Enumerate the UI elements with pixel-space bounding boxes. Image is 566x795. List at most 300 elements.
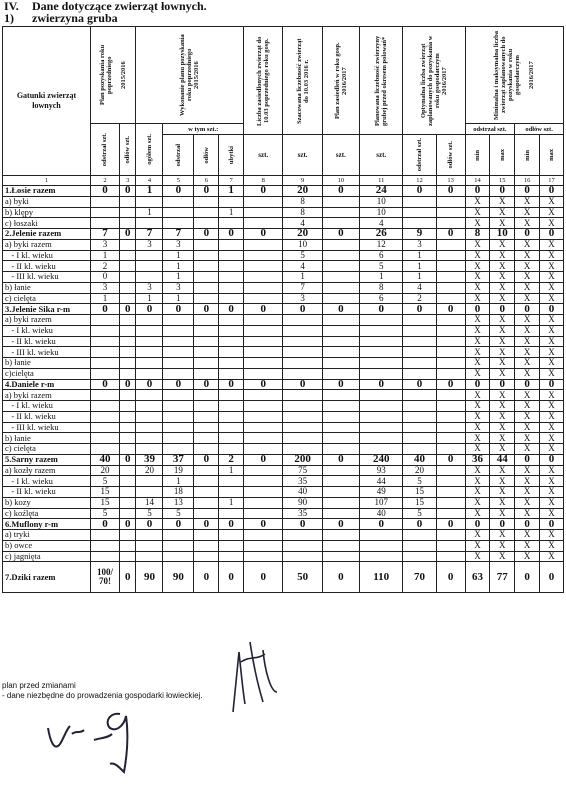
table-cell <box>283 530 322 541</box>
table-cell <box>219 476 244 487</box>
table-cell <box>436 358 465 369</box>
column-number: 13 <box>436 176 465 186</box>
plan-prev-header: Plan pozyskania roku poprzedniego 2015/2016 <box>90 27 136 124</box>
table-cell: 0 <box>515 229 540 240</box>
table-cell <box>283 551 322 562</box>
odlow-sub-header: odłów <box>194 135 219 176</box>
table-cell: 37 <box>163 454 194 465</box>
row-label: a) byki <box>3 196 91 207</box>
table-cell <box>136 347 163 358</box>
table-cell <box>322 508 359 519</box>
table-cell <box>90 530 119 541</box>
table-cell <box>360 444 403 455</box>
table-cell: 0 <box>119 186 136 197</box>
table-row <box>3 229 564 240</box>
table-cell: 20 <box>283 229 322 240</box>
table-cell: X <box>465 336 490 347</box>
odstrzal-header: odstrzał szt. <box>90 124 119 176</box>
table-cell <box>244 390 283 401</box>
table-cell: 90 <box>136 562 163 593</box>
table-cell: X <box>540 358 564 369</box>
table-cell: 1 <box>90 293 119 304</box>
table-cell: 40 <box>283 487 322 498</box>
table-cell: X <box>490 433 515 444</box>
column-number: 2 <box>90 176 119 186</box>
table-cell: 5 <box>90 508 119 519</box>
table-cell <box>194 315 219 326</box>
table-cell: X <box>540 444 564 455</box>
table-cell <box>163 422 194 433</box>
table-row <box>3 562 564 593</box>
table-cell <box>136 540 163 551</box>
table-row <box>3 207 564 218</box>
table-cell <box>403 315 436 326</box>
table-cell: X <box>490 444 515 455</box>
table-cell: 0 <box>119 379 136 390</box>
table-cell <box>360 390 403 401</box>
table-cell <box>403 325 436 336</box>
table-cell: 0 <box>515 454 540 465</box>
table-cell: 0 <box>515 519 540 530</box>
row-label: c) cielęta <box>3 293 91 304</box>
table-cell: X <box>515 497 540 508</box>
table-cell <box>322 347 359 358</box>
table-cell: 0 <box>322 229 359 240</box>
table-cell: 0 <box>515 304 540 315</box>
table-cell <box>194 239 219 250</box>
row-label: b) kozy <box>3 497 91 508</box>
table-cell <box>219 401 244 412</box>
table-cell: 0 <box>490 519 515 530</box>
table-cell <box>360 336 403 347</box>
table-cell: X <box>540 422 564 433</box>
table-cell <box>119 551 136 562</box>
table-cell: X <box>490 196 515 207</box>
table-cell: 1 <box>163 272 194 283</box>
table-cell <box>283 390 322 401</box>
table-cell: X <box>515 358 540 369</box>
table-cell: X <box>465 411 490 422</box>
table-cell <box>322 390 359 401</box>
table-cell: X <box>465 368 490 379</box>
column-number: 7 <box>219 176 244 186</box>
table-cell <box>194 347 219 358</box>
table-cell: 2 <box>403 293 436 304</box>
table-cell: X <box>540 476 564 487</box>
table-cell: 20 <box>283 186 322 197</box>
table-cell <box>90 207 119 218</box>
row-label: 7.Dziki razem <box>3 562 91 593</box>
table-cell <box>244 411 283 422</box>
table-cell <box>322 282 359 293</box>
table-cell <box>219 293 244 304</box>
table-cell: 1 <box>403 261 436 272</box>
table-cell: X <box>540 315 564 326</box>
table-cell <box>219 218 244 229</box>
table-cell <box>119 433 136 444</box>
table-cell: 3 <box>163 282 194 293</box>
table-row <box>3 218 564 229</box>
table-cell: 0 <box>194 562 219 593</box>
table-row <box>3 433 564 444</box>
table-cell: 10 <box>283 239 322 250</box>
table-cell <box>90 540 119 551</box>
table-cell <box>244 239 283 250</box>
table-cell: 0 <box>322 454 359 465</box>
table-row <box>3 250 564 261</box>
table-cell <box>436 444 465 455</box>
table-cell: 44 <box>490 454 515 465</box>
table-cell <box>194 336 219 347</box>
table-cell <box>436 293 465 304</box>
table-cell: X <box>540 540 564 551</box>
table-cell <box>244 358 283 369</box>
column-number: 11 <box>360 176 403 186</box>
table-cell: X <box>540 530 564 541</box>
table-cell <box>244 508 283 519</box>
table-cell <box>119 497 136 508</box>
table-cell: X <box>490 207 515 218</box>
table-cell: 0 <box>194 186 219 197</box>
table-row <box>3 487 564 498</box>
table-cell <box>219 239 244 250</box>
signature-mark-2 <box>40 700 150 780</box>
table-cell <box>322 358 359 369</box>
table-row <box>3 186 564 197</box>
table-cell: 0 <box>540 229 564 240</box>
table-cell: X <box>515 293 540 304</box>
table-cell <box>360 358 403 369</box>
table-cell: X <box>515 336 540 347</box>
table-cell <box>244 497 283 508</box>
table-cell <box>436 551 465 562</box>
table-cell: 5 <box>163 508 194 519</box>
table-cell: 1 <box>136 207 163 218</box>
table-cell: 0 <box>465 304 490 315</box>
table-cell <box>436 239 465 250</box>
table-cell: 2 <box>219 454 244 465</box>
table-cell <box>244 261 283 272</box>
table-cell <box>436 411 465 422</box>
table-cell: 7 <box>283 282 322 293</box>
row-label: b) łanie <box>3 282 91 293</box>
column-number: 9 <box>283 176 322 186</box>
table-row <box>3 422 564 433</box>
table-cell <box>163 325 194 336</box>
table-cell <box>283 411 322 422</box>
table-cell: 3 <box>90 282 119 293</box>
table-cell <box>436 218 465 229</box>
table-cell <box>163 218 194 229</box>
table-cell <box>119 196 136 207</box>
table-cell: 0 <box>244 186 283 197</box>
table-cell <box>244 530 283 541</box>
table-cell: 0 <box>360 519 403 530</box>
section-number: IV. <box>4 0 19 13</box>
table-cell <box>119 315 136 326</box>
table-cell <box>194 196 219 207</box>
table-cell: 0 <box>194 229 219 240</box>
row-label: 5.Sarny razem <box>3 454 91 465</box>
szt-header-10: szt. <box>322 135 359 176</box>
table-cell: 3 <box>136 239 163 250</box>
table-cell <box>403 207 436 218</box>
table-cell <box>136 325 163 336</box>
table-cell <box>283 336 322 347</box>
table-cell <box>360 433 403 444</box>
table-cell: 0 <box>219 229 244 240</box>
table-cell <box>283 347 322 358</box>
table-cell: 35 <box>283 508 322 519</box>
table-cell: X <box>515 282 540 293</box>
table-cell <box>194 465 219 476</box>
table-cell <box>219 508 244 519</box>
table-cell: X <box>540 411 564 422</box>
table-cell <box>119 239 136 250</box>
table-cell: 0 <box>219 379 244 390</box>
table-cell <box>360 368 403 379</box>
column-number: 15 <box>490 176 515 186</box>
table-cell: X <box>465 530 490 541</box>
table-cell <box>194 487 219 498</box>
table-cell <box>136 433 163 444</box>
table-cell <box>219 358 244 369</box>
table-cell <box>436 487 465 498</box>
table-cell: X <box>465 315 490 326</box>
table-cell <box>90 325 119 336</box>
table-cell: X <box>515 239 540 250</box>
table-cell: X <box>490 325 515 336</box>
table-cell: X <box>490 315 515 326</box>
table-cell <box>163 315 194 326</box>
table-cell: 3 <box>90 239 119 250</box>
table-cell <box>194 368 219 379</box>
table-cell <box>219 444 244 455</box>
table-cell <box>436 540 465 551</box>
table-cell: X <box>490 530 515 541</box>
table-cell: X <box>515 347 540 358</box>
row-label: c)cielęta <box>3 368 91 379</box>
table-cell: 7 <box>90 229 119 240</box>
table-cell: 0 <box>360 379 403 390</box>
table-row <box>3 411 564 422</box>
footnote-plan: plan przed zmianami <box>2 681 76 690</box>
row-label: 1.Łosie razem <box>3 186 91 197</box>
table-cell <box>322 487 359 498</box>
table-cell: 0 <box>515 562 540 593</box>
min-header-2: min <box>515 135 540 176</box>
table-cell <box>436 422 465 433</box>
table-cell <box>403 368 436 379</box>
table-cell: 7 <box>136 229 163 240</box>
table-cell <box>90 551 119 562</box>
table-row <box>3 272 564 283</box>
table-cell: 0 <box>219 562 244 593</box>
table-cell: 0 <box>436 562 465 593</box>
table-cell: 0 <box>403 519 436 530</box>
table-cell <box>244 293 283 304</box>
ubytki-header: ubytki <box>219 135 244 176</box>
table-cell <box>194 476 219 487</box>
table-cell: 0 <box>90 304 119 315</box>
signature-mark-1 <box>205 632 285 722</box>
planned-count-header: Planowana liczebność zwierzyny grubej przed okresem polowań* <box>360 27 403 135</box>
table-cell: X <box>540 261 564 272</box>
table-cell: 3 <box>163 239 194 250</box>
table-cell <box>219 530 244 541</box>
game-animals-table <box>2 26 564 593</box>
table-cell <box>163 207 194 218</box>
row-label: c) koźlęta <box>3 508 91 519</box>
table-cell: X <box>465 444 490 455</box>
table-cell: X <box>540 207 564 218</box>
table-cell <box>244 433 283 444</box>
table-cell <box>119 401 136 412</box>
table-cell: 0 <box>90 519 119 530</box>
table-cell <box>322 336 359 347</box>
table-cell <box>119 540 136 551</box>
table-cell <box>119 487 136 498</box>
table-cell <box>360 530 403 541</box>
table-cell: 3 <box>283 293 322 304</box>
table-cell <box>436 347 465 358</box>
column-number: 3 <box>119 176 136 186</box>
table-cell <box>90 444 119 455</box>
row-label: - I kl. wieku <box>3 476 91 487</box>
table-row <box>3 282 564 293</box>
table-cell <box>436 250 465 261</box>
table-cell: 1 <box>136 186 163 197</box>
table-cell <box>322 261 359 272</box>
table-cell: 0 <box>322 379 359 390</box>
table-cell: 0 <box>322 186 359 197</box>
table-cell <box>322 218 359 229</box>
table-cell <box>136 390 163 401</box>
table-cell <box>244 218 283 229</box>
table-cell <box>322 239 359 250</box>
table-cell <box>360 551 403 562</box>
table-cell <box>119 530 136 541</box>
table-cell: X <box>515 207 540 218</box>
table-cell <box>403 411 436 422</box>
table-cell: 0 <box>194 519 219 530</box>
table-cell: X <box>540 497 564 508</box>
table-cell <box>136 401 163 412</box>
table-cell <box>194 250 219 261</box>
table-row <box>3 401 564 412</box>
table-cell: X <box>515 530 540 541</box>
table-cell <box>219 282 244 293</box>
table-cell: X <box>540 465 564 476</box>
table-cell: 0 <box>283 519 322 530</box>
table-cell: 0 <box>163 379 194 390</box>
table-cell <box>322 250 359 261</box>
table-cell <box>119 207 136 218</box>
table-cell: X <box>490 487 515 498</box>
table-row <box>3 379 564 390</box>
table-cell: 50 <box>283 562 322 593</box>
table-cell: X <box>515 444 540 455</box>
row-label: - II kl. wieku <box>3 487 91 498</box>
table-cell: 90 <box>283 497 322 508</box>
table-cell <box>136 315 163 326</box>
table-row <box>3 315 564 326</box>
table-cell: X <box>465 358 490 369</box>
table-cell <box>403 218 436 229</box>
table-cell <box>163 401 194 412</box>
row-label: - I kl. wieku <box>3 325 91 336</box>
table-cell: 0 <box>119 519 136 530</box>
table-cell <box>136 261 163 272</box>
table-row <box>3 196 564 207</box>
table-cell <box>283 422 322 433</box>
table-cell: X <box>515 422 540 433</box>
table-cell: X <box>515 487 540 498</box>
table-cell <box>194 422 219 433</box>
table-row <box>3 390 564 401</box>
table-cell: 7 <box>163 229 194 240</box>
row-label: 6.Muflony r-m <box>3 519 91 530</box>
table-cell: X <box>465 282 490 293</box>
table-cell <box>244 465 283 476</box>
table-cell: X <box>540 401 564 412</box>
table-cell <box>136 411 163 422</box>
table-cell: 0 <box>119 454 136 465</box>
table-cell: 3 <box>136 282 163 293</box>
table-cell: 1 <box>403 272 436 283</box>
table-cell <box>283 368 322 379</box>
table-cell <box>436 508 465 519</box>
table-cell: 0 <box>403 304 436 315</box>
row-label: - II kl. wieku <box>3 336 91 347</box>
table-cell: 0 <box>540 454 564 465</box>
table-cell <box>322 325 359 336</box>
table-cell <box>136 487 163 498</box>
table-cell: X <box>490 551 515 562</box>
table-cell <box>436 261 465 272</box>
table-cell: 1 <box>163 293 194 304</box>
table-cell: X <box>515 196 540 207</box>
table-cell: 8 <box>283 196 322 207</box>
row-label: - II kl. wieku <box>3 411 91 422</box>
table-cell: 0 <box>322 304 359 315</box>
table-cell: X <box>515 272 540 283</box>
table-cell <box>283 325 322 336</box>
ogolem-header: ogółem szt. <box>136 124 163 176</box>
table-cell: X <box>540 508 564 519</box>
table-cell <box>244 207 283 218</box>
table-row <box>3 530 564 541</box>
table-cell <box>194 411 219 422</box>
table-cell <box>194 390 219 401</box>
table-cell <box>163 368 194 379</box>
odlow-header: odłów szt. <box>119 124 136 176</box>
table-cell <box>322 530 359 541</box>
table-cell <box>322 422 359 433</box>
table-cell: 5 <box>90 476 119 487</box>
table-cell: X <box>465 325 490 336</box>
table-cell <box>194 272 219 283</box>
table-cell: 0 <box>490 379 515 390</box>
column-number: 16 <box>515 176 540 186</box>
table-cell <box>194 358 219 369</box>
table-cell: 35 <box>283 476 322 487</box>
table-cell <box>403 530 436 541</box>
table-cell <box>360 347 403 358</box>
table-cell <box>119 465 136 476</box>
table-cell: X <box>540 272 564 283</box>
table-cell: X <box>540 368 564 379</box>
